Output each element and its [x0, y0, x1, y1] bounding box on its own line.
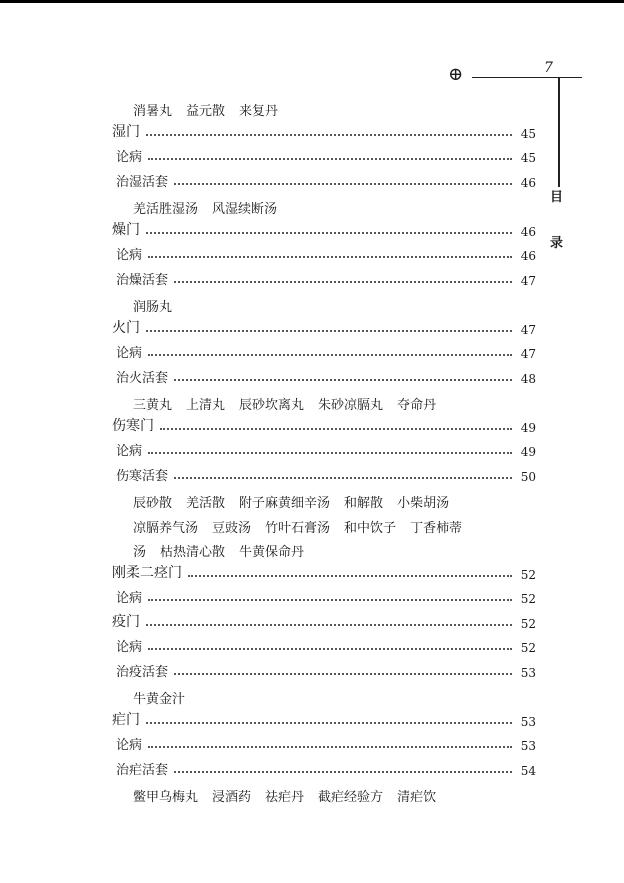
prescription-name: 凉膈养气汤 — [133, 520, 199, 536]
dot-leader — [146, 722, 512, 724]
toc-label: 治疫活套 — [116, 664, 169, 680]
toc-section[interactable] — [112, 415, 536, 435]
prescription-name: 夺命丹 — [397, 398, 437, 413]
toc-page-number: 47 — [520, 347, 536, 361]
toc-entry[interactable] — [116, 758, 536, 778]
prescription-name: 益元散 — [186, 104, 226, 119]
toc-label: 湿门 — [112, 123, 140, 140]
toc-label: 疟门 — [112, 711, 140, 728]
prescription-list — [133, 517, 462, 536]
dot-leader — [148, 746, 512, 748]
dot-leader — [146, 134, 512, 136]
toc-label: 伤寒活套 — [116, 468, 169, 484]
prescription-name: 浸酒药 — [212, 790, 252, 805]
toc-page-number: 46 — [520, 249, 536, 263]
header-rule — [472, 77, 582, 78]
toc-page-number: 47 — [520, 273, 536, 288]
toc-section[interactable] — [112, 611, 536, 631]
prescription-name: 消暑丸 — [133, 104, 173, 119]
prescription-name: 和中饮子 — [344, 520, 397, 536]
dot-leader — [146, 624, 512, 626]
toc-page-number: 54 — [520, 763, 536, 778]
toc-label: 治湿活套 — [116, 174, 169, 190]
toc-label: 论病 — [116, 248, 143, 263]
dot-leader — [146, 330, 512, 332]
toc-page-number: 49 — [520, 445, 536, 459]
top-border — [0, 0, 624, 3]
toc-label: 燥门 — [112, 221, 140, 238]
prescription-list — [133, 688, 185, 707]
toc-label: 火门 — [112, 319, 140, 336]
prescription-name: 来复丹 — [239, 104, 279, 119]
dot-leader — [160, 428, 512, 430]
prescription-list — [133, 296, 172, 315]
prescription-name: 羌活胜湿汤 — [133, 202, 199, 217]
prescription-name: 小柴胡汤 — [397, 496, 450, 511]
prescription-name: 辰砂坎离丸 — [239, 398, 305, 413]
dot-leader — [148, 354, 512, 356]
dot-leader — [148, 158, 512, 160]
toc-page-number: 53 — [520, 665, 536, 680]
toc-entry[interactable] — [116, 586, 536, 606]
toc-entry[interactable] — [116, 464, 536, 484]
toc-label: 论病 — [116, 444, 143, 459]
toc-entry[interactable] — [116, 243, 536, 263]
dot-leader — [174, 379, 512, 381]
toc-section[interactable] — [112, 562, 536, 582]
toc-page-number: 47 — [520, 322, 536, 337]
prescription-name: 丁香柿蒂 — [410, 520, 463, 536]
prescription-name: 汤 — [133, 545, 147, 560]
toc-entry[interactable] — [116, 341, 536, 361]
prescription-name: 朱砂凉膈丸 — [318, 398, 384, 413]
toc-page-number: 52 — [520, 616, 536, 631]
toc-label: 刚柔二痉门 — [112, 564, 182, 581]
ornament-icon: ⊕ — [448, 64, 464, 85]
prescription-list — [133, 786, 436, 805]
dot-leader — [188, 575, 512, 577]
prescription-name: 牛黄保命丹 — [239, 545, 305, 560]
dot-leader — [174, 673, 512, 675]
page-number: 7 — [544, 60, 553, 76]
toc-entry[interactable] — [116, 170, 536, 190]
prescription-name: 祛疟丹 — [265, 790, 305, 805]
toc-page-number: 52 — [520, 592, 536, 606]
prescription-name: 风湿续断汤 — [212, 202, 278, 217]
toc-page-number: 50 — [520, 469, 536, 484]
toc-label: 论病 — [116, 150, 143, 165]
toc-page-number: 49 — [520, 420, 536, 435]
toc-section[interactable] — [112, 317, 536, 337]
side-label-top: 目 — [550, 190, 564, 205]
toc-label: 论病 — [116, 640, 143, 655]
dot-leader — [148, 256, 512, 258]
toc-entry[interactable] — [116, 733, 536, 753]
prescription-list — [133, 100, 278, 119]
toc-label: 伤寒门 — [112, 417, 154, 434]
toc-page-number: 53 — [520, 714, 536, 729]
prescription-name: 竹叶石膏汤 — [265, 520, 331, 536]
toc-page-number: 48 — [520, 371, 536, 386]
prescription-list — [133, 492, 449, 511]
prescription-name: 三黄丸 — [133, 398, 173, 413]
prescription-name: 枯热清心散 — [160, 545, 226, 560]
toc-entry[interactable] — [116, 439, 536, 459]
toc-entry[interactable] — [116, 635, 536, 655]
toc-section[interactable] — [112, 121, 536, 141]
dot-leader — [148, 599, 512, 601]
dot-leader — [174, 477, 512, 479]
dot-leader — [174, 281, 512, 283]
page-header — [440, 60, 570, 90]
toc-section[interactable] — [112, 219, 536, 239]
dot-leader — [148, 648, 512, 650]
prescription-name: 截疟经验方 — [318, 790, 384, 805]
prescription-name: 鳖甲乌梅丸 — [133, 790, 199, 805]
toc-page-number: 52 — [520, 641, 536, 655]
prescription-name: 辰砂散 — [133, 496, 173, 511]
prescription-list — [133, 198, 277, 217]
toc-page-number: 45 — [520, 126, 536, 141]
toc-entry[interactable] — [116, 366, 536, 386]
toc-entry[interactable] — [116, 145, 536, 165]
toc-page-number: 45 — [520, 151, 536, 165]
toc-entry[interactable] — [116, 268, 536, 288]
toc-page-number: 46 — [520, 224, 536, 239]
toc-label: 论病 — [116, 738, 143, 753]
side-label-bottom: 录 — [550, 236, 564, 251]
toc-label: 治燥活套 — [116, 272, 169, 288]
prescription-name: 牛黄金汁 — [133, 692, 186, 707]
toc-label: 疫门 — [112, 613, 140, 630]
prescription-name: 附子麻黄细辛汤 — [239, 496, 331, 511]
prescription-name: 润肠丸 — [133, 300, 173, 315]
side-rule — [558, 77, 560, 187]
prescription-list — [133, 541, 304, 560]
toc-label: 治火活套 — [116, 370, 169, 386]
prescription-name: 羌活散 — [186, 496, 226, 511]
prescription-list — [133, 394, 436, 413]
dot-leader — [174, 183, 512, 185]
dot-leader — [174, 771, 512, 773]
toc-label: 论病 — [116, 591, 143, 606]
toc-label: 治疟活套 — [116, 762, 169, 778]
toc-label: 论病 — [116, 346, 143, 361]
prescription-name: 豆豉汤 — [212, 520, 252, 536]
toc-page-number: 52 — [520, 567, 536, 582]
toc-page-number: 53 — [520, 739, 536, 753]
toc-section[interactable] — [112, 709, 536, 729]
dot-leader — [148, 452, 512, 454]
prescription-name: 上清丸 — [186, 398, 226, 413]
toc-entry[interactable] — [116, 660, 536, 680]
toc-page-number: 46 — [520, 175, 536, 190]
prescription-name: 清疟饮 — [397, 790, 437, 805]
dot-leader — [146, 232, 512, 234]
prescription-name: 和解散 — [344, 496, 384, 511]
